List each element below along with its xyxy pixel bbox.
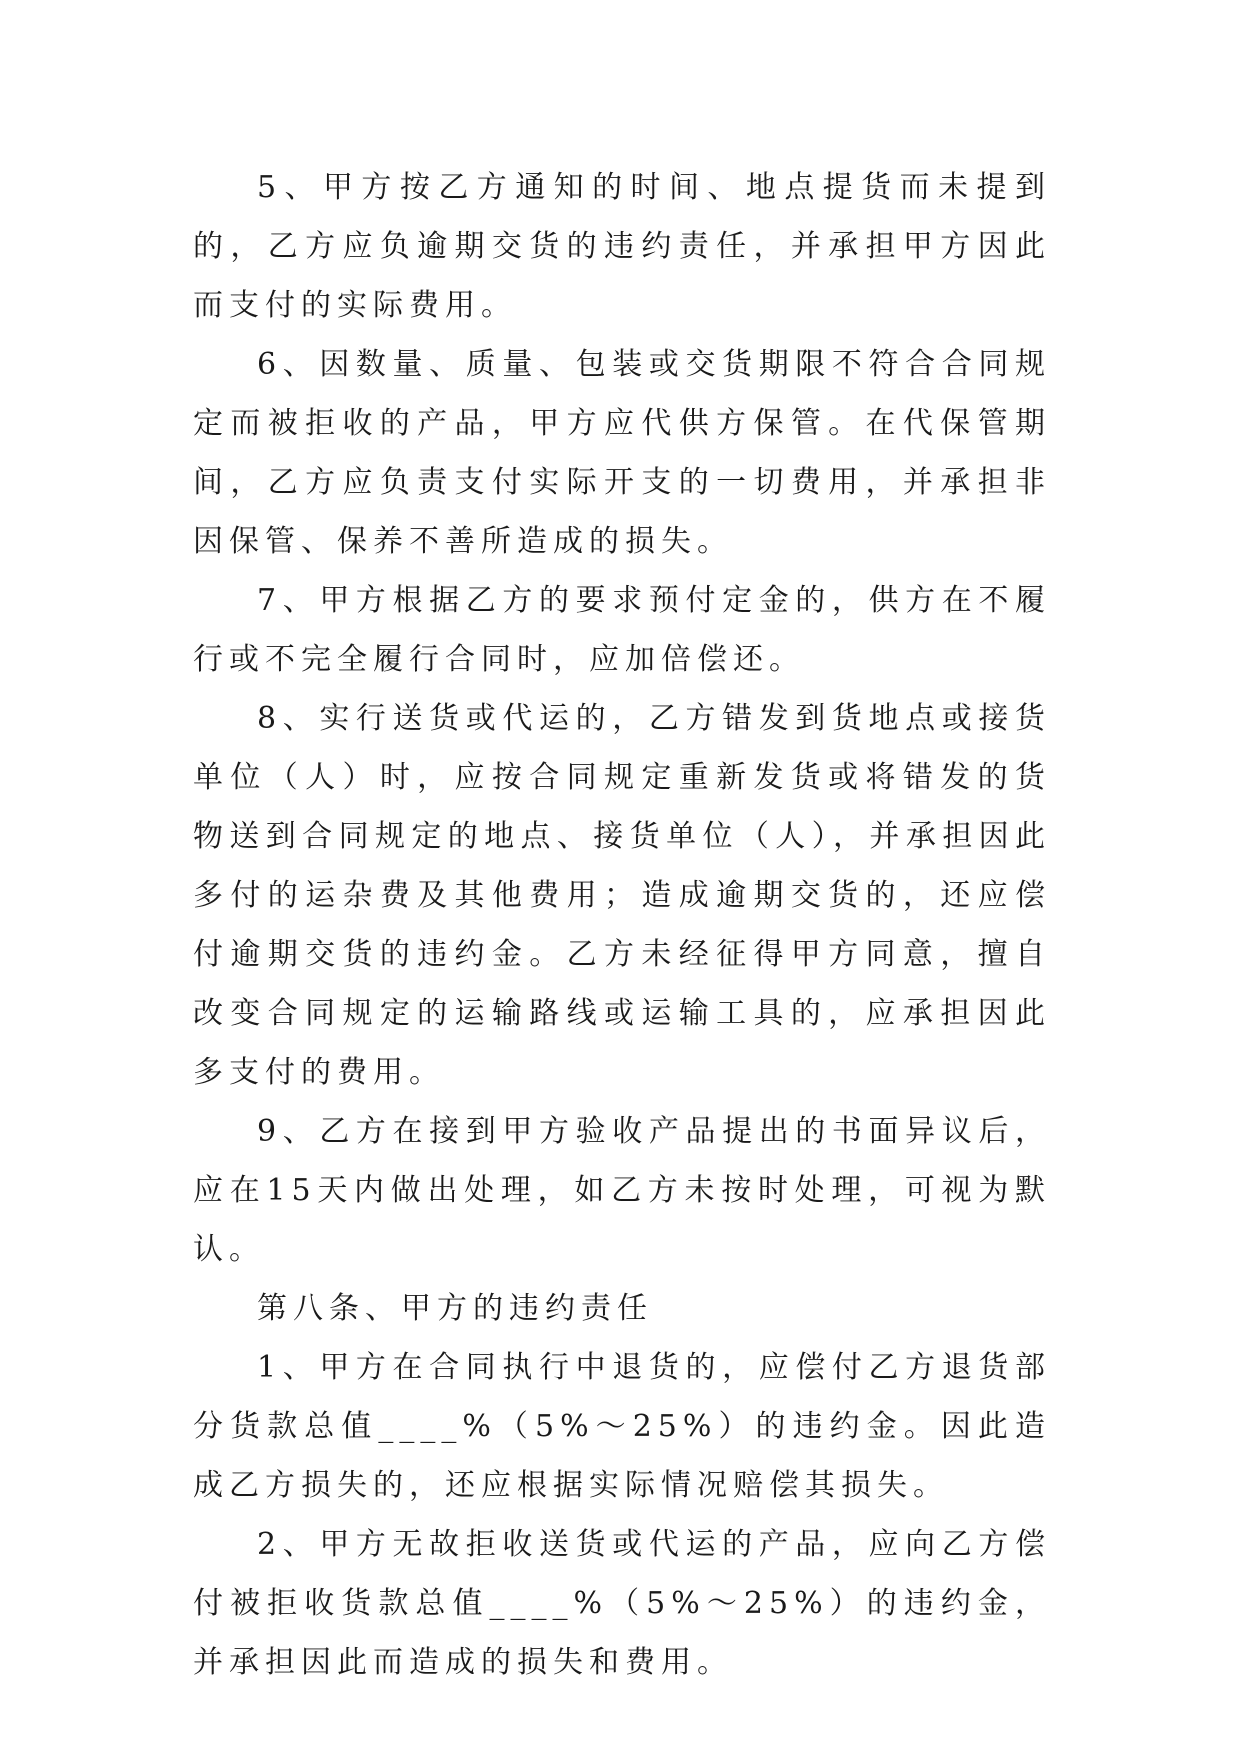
clause-6-paragraph: 6、因数量、质量、包装或交货期限不符合合同规定而被拒收的产品，甲方应代供方保管。在代保管期间，乙方应负责支付实际开支的一切费用，并承担非因保管、保养不善所造成的损失。 <box>193 347 1051 559</box>
clause-7-paragraph: 7、甲方根据乙方的要求预付定金的，供方在不履行或不完全履行合同时，应加倍偿还。 <box>193 583 1051 677</box>
article-8-heading: 第八条、甲方的违约责任 <box>257 1291 653 1326</box>
clause-8-paragraph: 8、实行送货或代运的，乙方错发到货地点或接货单位（人）时，应按合同规定重新发货或将错发的货物送到合同规定的地点、接货单位（人），并承担因此多付的运杂费及其他费用；造成逾期交货的，还应偿付逾期交货的违约金。乙方未经征得甲方同意，擅自改变合同规定的运输路线或运输工具的，应承担因此多支付的费用。 <box>193 701 1051 1090</box>
article-8-clause-1-paragraph: 1、甲方在合同执行中退货的，应偿付乙方退货部分货款总值____%（5%～25%）的违约金。因此造成乙方损失的，还应根据实际情况赔偿其损失。 <box>193 1350 1051 1503</box>
article-8-clause-2-paragraph: 2、甲方无故拒收送货或代运的产品，应向乙方偿付被拒收货款总值____%（5%～25%）的违约金，并承担因此而造成的损失和费用。 <box>193 1527 1051 1680</box>
document-body <box>193 158 1051 1692</box>
clause-9-paragraph: 9、乙方在接到甲方验收产品提出的书面异议后，应在15天内做出处理，如乙方未按时处理，可视为默认。 <box>193 1114 1051 1267</box>
clause-5-paragraph: 5、甲方按乙方通知的时间、地点提货而未提到的，乙方应负逾期交货的违约责任，并承担甲方因此而支付的实际费用。 <box>193 170 1051 323</box>
